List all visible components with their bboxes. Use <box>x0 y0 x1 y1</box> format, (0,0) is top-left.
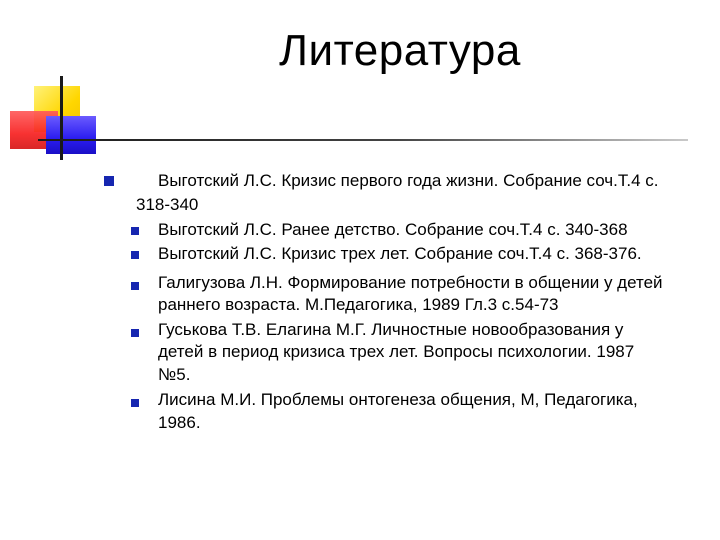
decor-vertical-line <box>60 76 63 160</box>
list-item-text: №5. <box>158 365 191 384</box>
list-item-text: Выготский Л.С. Ранее детство. Собрание соч.Т.4 с. 340-368 <box>158 220 628 239</box>
list-item-text: Галигузова Л.Н. Формирование потребности в общении у детей <box>158 273 663 292</box>
decor-horizontal-rule <box>38 139 688 141</box>
bullet-icon <box>131 329 139 337</box>
list-item-text: Гуськова Т.В. Елагина М.Г. Личностные новообразования у <box>158 320 624 339</box>
list-item-text: раннего возраста. М.Педагогика, 1989 Гл.3 с.54-73 <box>158 295 559 314</box>
list-item-text: Лисина М.И. Проблемы онтогенеза общения, М, Педагогика, <box>158 390 638 409</box>
decor-blue-square <box>46 116 96 154</box>
list-item-text: детей в период кризиса трех лет. Вопросы психологии. 1987 <box>158 342 635 361</box>
list-item-text: Выготский Л.С. Кризис трех лет. Собрание соч.Т.4 с. 368-376. <box>158 244 642 263</box>
list-item-text: Выготский Л.С. Кризис первого года жизни. Собрание соч.Т.4 с. <box>158 171 659 190</box>
bullet-icon <box>131 251 139 259</box>
slide-title: Литература <box>279 26 521 75</box>
bullet-icon <box>131 227 139 235</box>
list-item-text: 318-340 <box>136 195 199 214</box>
list-item-text: 1986. <box>158 413 201 432</box>
bullet-icon <box>104 176 114 186</box>
bullet-icon <box>131 399 139 407</box>
bullet-icon <box>131 282 139 290</box>
